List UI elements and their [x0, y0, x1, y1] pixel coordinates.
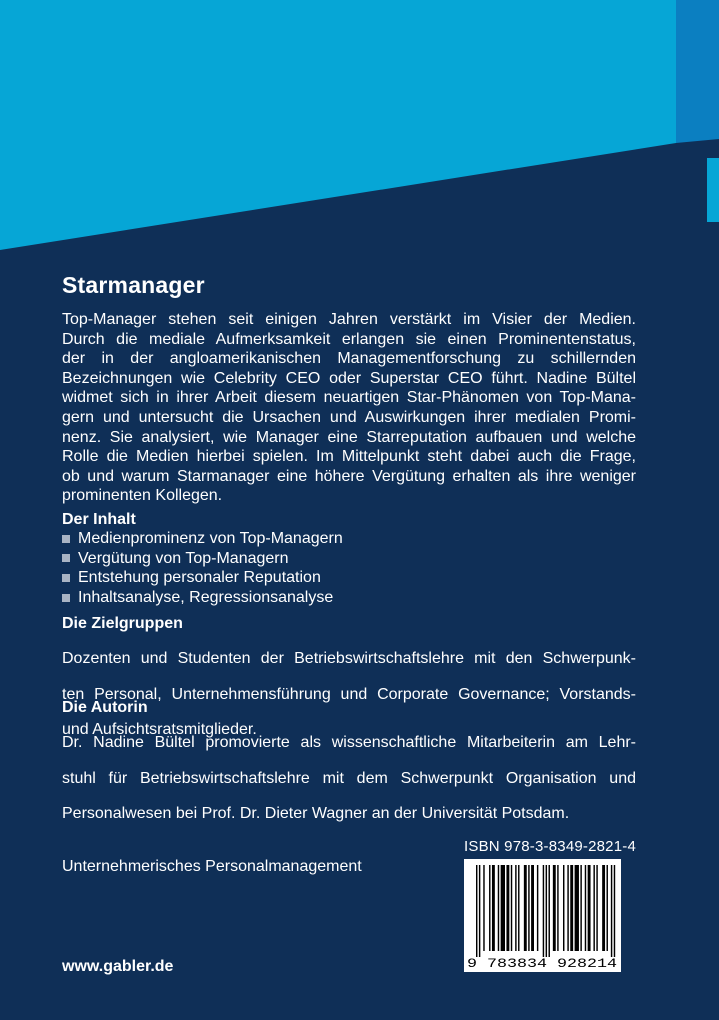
barcode-bar	[575, 865, 579, 951]
barcode-bar	[515, 865, 516, 951]
description-line: ob und warum Starmanager eine höhere Vergütung erhalten als ihre weniger	[62, 467, 636, 485]
blue-banner-shape	[676, 0, 719, 143]
barcode-bar	[567, 865, 568, 951]
barcode-bar	[549, 865, 550, 957]
autorin-line: stuhl für Betriebswirtschaftslehre mit dem Schwerpunkt Organisation und	[62, 769, 636, 787]
list-item	[62, 529, 343, 549]
barcode-bar	[518, 865, 519, 951]
zielgruppen-line: und Aufsichtsratsmitglieder.	[62, 721, 257, 739]
isbn-label: ISBN 978-3-8349-2821-4	[464, 838, 637, 855]
cyan-edge-tab	[707, 158, 719, 222]
barcode-bar	[524, 865, 527, 951]
barcode-bars	[476, 865, 615, 957]
square-bullet-icon	[62, 574, 70, 582]
inhalt-list	[62, 529, 343, 607]
barcode-graphic	[464, 859, 621, 972]
book-title: Starmanager	[62, 272, 205, 298]
barcode-bar	[489, 865, 490, 951]
description-line: Rolle die Medien hierbei spielen. Im Mittelpunkt steht dabei auch die Frage,	[62, 448, 636, 466]
description-line: widmet sich in ihrer Arbeit diesem neuartigen Star-Phänomen von Top-Mana-	[62, 389, 636, 407]
zielgruppen-heading: Die Zielgruppen	[62, 615, 183, 632]
description-line: Top-Manager stehen seit einigen Jahren verstärkt im Visier der Medien.	[62, 311, 636, 328]
barcode-bar	[553, 865, 556, 951]
cyan-banner-shape	[0, 0, 676, 250]
barcode-bar	[596, 865, 597, 951]
barcode-bar	[580, 865, 581, 951]
list-item-label: Medienprominenz von Top-Managern	[78, 530, 343, 547]
barcode-bar	[563, 865, 564, 951]
description-line: nenz. Sie analysiert, wie Manager eine Starreputation aufbauen und welche	[62, 428, 636, 446]
barcode-bar	[614, 865, 615, 957]
autorin-heading: Die Autorin	[62, 699, 148, 716]
zielgruppen-line: Dozenten und Studenten der Betriebswirtschaftslehre mit den Schwerpunk-	[62, 650, 636, 667]
barcode-bar	[546, 865, 547, 957]
list-item-label: Entstehung personaler Reputation	[78, 569, 321, 587]
barcode-bar	[570, 865, 573, 951]
description-line: Bezeichnungen wie Celebrity CEO oder Superstar CEO führt. Nadine Bültel	[62, 369, 636, 387]
barcode-bar	[506, 865, 509, 951]
barcode-bar	[585, 865, 586, 951]
barcode-bar	[607, 865, 608, 951]
book-description	[62, 310, 636, 506]
description-line: der in der angloamerikanischen Managementforschung zu schillernden	[62, 350, 636, 368]
square-bullet-icon	[62, 535, 70, 543]
barcode-bar	[498, 865, 499, 951]
description-line: prominenten Kollegen.	[62, 487, 223, 505]
barcode-bar	[511, 865, 512, 951]
description-line: gern und untersucht die Ursachen und Auswirkungen ihrer medialen Promi-	[62, 408, 636, 426]
zielgruppen-line: ten Personal, Unternehmensführung und Corporate Governance; Vorstands-	[62, 685, 636, 703]
barcode-bar	[593, 865, 594, 951]
description-line: Durch die mediale Aufmerksamkeit erlangen sie einen Prominentenstatus,	[62, 330, 636, 348]
autorin-line: Dr. Nadine Bültel promovierte als wissenschaftliche Mitarbeiterin am Lehr-	[62, 734, 636, 751]
barcode-bar	[557, 865, 558, 951]
inhalt-heading: Der Inhalt	[62, 511, 136, 528]
list-item	[62, 588, 343, 608]
list-item-label: Inhaltsanalyse, Regressionsanalyse	[78, 588, 334, 606]
barcode-bar	[602, 865, 605, 951]
barcode-bar	[501, 865, 505, 951]
barcode	[464, 859, 621, 972]
list-item-label: Vergütung von Top-Managern	[78, 549, 289, 567]
list-item	[62, 568, 343, 588]
square-bullet-icon	[62, 554, 70, 562]
barcode-bar	[492, 865, 495, 951]
series-name: Unternehmerisches Personalmanagement	[62, 858, 362, 875]
barcode-bar	[476, 865, 477, 957]
barcode-bar	[483, 865, 484, 951]
barcode-bar	[543, 865, 544, 957]
autorin-text	[62, 717, 636, 840]
barcode-bar	[611, 865, 612, 957]
barcode-bar	[537, 865, 538, 951]
barcode-digits: 9 783834 928214	[467, 957, 617, 971]
barcode-bar	[528, 865, 529, 951]
publisher-url[interactable]: www.gabler.de	[62, 958, 174, 975]
list-item	[62, 549, 343, 569]
barcode-bar	[531, 865, 534, 951]
barcode-bar	[479, 865, 480, 957]
square-bullet-icon	[62, 594, 70, 602]
barcode-bar	[588, 865, 591, 951]
autorin-line: Personalwesen bei Prof. Dr. Dieter Wagner an der Universität Potsdam.	[62, 805, 570, 823]
